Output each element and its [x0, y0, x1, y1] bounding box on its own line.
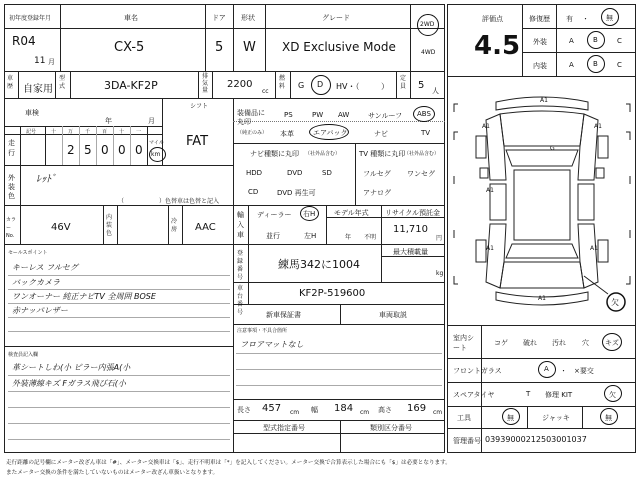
- equip-navi: ナビ: [374, 130, 388, 138]
- category-label: 車歴: [7, 75, 14, 90]
- equip-airbag: エアバック: [313, 129, 348, 137]
- damage-label-left-front: A1: [482, 123, 490, 130]
- tv-analog: アナログ: [363, 189, 391, 197]
- glass-label: フロントガラス: [453, 367, 502, 375]
- equip-pw: PW: [312, 111, 324, 119]
- repair-none: 無: [606, 14, 613, 22]
- damage-label-rear: A1: [538, 295, 546, 302]
- fuel-hv: HV・（: [336, 82, 360, 91]
- equip-sunroof: サンルーフ: [368, 112, 403, 120]
- category-value: 自家用: [23, 84, 53, 95]
- odo-label: 走行: [8, 139, 15, 157]
- interior-c: C: [617, 61, 622, 69]
- new-car-warranty: 新車保証書: [266, 311, 301, 319]
- length-unit: cm: [290, 409, 300, 416]
- interior-a: A: [569, 61, 574, 69]
- footer-note-1: 走行距離の記号欄にメーター改ざん車は「#」、メーター交換車は「$」、走行不明車は「*」を記入してください。メーター交換で合算表示した場合にも「$」は必要となります。: [6, 460, 451, 466]
- exterior-b: B: [593, 36, 598, 44]
- length-label: 長さ: [237, 406, 251, 414]
- first-reg-label: 初年度登録年月: [9, 15, 52, 22]
- equip-aw: AW: [338, 111, 350, 119]
- shape-label: 形状: [241, 14, 255, 22]
- navi-dvd: DVD: [287, 169, 303, 177]
- equipment-sublabel: （純正のみ）: [237, 130, 268, 136]
- displacement-label: 排気量: [202, 73, 209, 94]
- seat-stain: 汚れ: [552, 339, 566, 347]
- exterior-color-paren: （: [118, 198, 125, 205]
- interior-label: 内装: [533, 62, 547, 70]
- interior-color-label: 内装色: [106, 214, 113, 237]
- tv-sublabel: （社外品含む）: [404, 151, 440, 157]
- spare-t: T: [526, 390, 531, 398]
- seat-scratch: キズ: [605, 339, 619, 347]
- damage-label-windshield: G: [550, 145, 555, 152]
- odo-col-100k: 十: [51, 129, 57, 135]
- ac-value: AAC: [195, 222, 216, 233]
- import-label: 輸入車: [237, 211, 244, 239]
- category-number-label: 類別区分番号: [370, 424, 412, 432]
- month-unit: 月: [48, 58, 55, 66]
- repair-sep: ・: [582, 15, 589, 23]
- seat-hole: 穴: [582, 339, 589, 347]
- sales-point-2: バックカメラ: [12, 278, 60, 287]
- shift-value: FAT: [186, 134, 209, 149]
- spare-kit: 修理 KIT: [545, 391, 573, 399]
- tools-label: 工具: [457, 414, 471, 422]
- fuel-d: D: [317, 80, 324, 89]
- odo-col-1: 一: [136, 129, 142, 135]
- import-parallel: 並行: [266, 232, 280, 240]
- odo-unit-mile: マイル: [149, 140, 164, 146]
- import-right-hand: 右H: [303, 210, 316, 218]
- tools-value: 無: [507, 414, 514, 422]
- odo-digit-5: 0: [135, 143, 143, 157]
- type-designation-label: 型式指定番号: [263, 424, 305, 432]
- capacity-value: 5: [418, 80, 425, 91]
- width-unit: cm: [360, 409, 370, 416]
- model-year-unknown: 不明: [364, 234, 377, 241]
- jack-label: ジャッキ: [542, 414, 570, 422]
- equip-leather: 本革: [280, 130, 294, 138]
- equip-tv: TV: [421, 129, 431, 137]
- odo-col-record: 記号: [26, 129, 37, 135]
- inspection-year-unit: 年: [105, 117, 112, 125]
- management-value: 0393900021250300​1037: [485, 435, 587, 444]
- model-year-label: モデル年式: [334, 209, 369, 217]
- repair-yes: 有: [566, 15, 573, 23]
- glass-dash: ・: [560, 367, 567, 375]
- odo-digit-3: 0: [101, 143, 109, 157]
- navi-sd: SD: [322, 169, 332, 177]
- spare-missing: 欠: [609, 391, 616, 399]
- inspection-month-unit: 月: [148, 117, 155, 125]
- seat-tear: 破れ: [523, 339, 537, 347]
- shift-label: シフト: [190, 103, 209, 110]
- registration-label: 登録番号: [237, 250, 244, 281]
- drive-4wd: 4WD: [421, 49, 436, 56]
- model-year-unit: 年: [345, 234, 352, 241]
- displacement-unit: cc: [262, 88, 269, 95]
- exterior-a: A: [569, 37, 574, 45]
- odo-digit-1: 2: [67, 143, 75, 157]
- damage-label-right-front: A1: [594, 123, 602, 130]
- odo-col-1k: 千: [85, 129, 91, 135]
- length-value: 457: [262, 403, 282, 414]
- max-load-unit: kg: [436, 270, 444, 277]
- first-reg-month: 11: [34, 56, 46, 66]
- odo-digit-4: 0: [118, 143, 126, 157]
- doors-value: 5: [215, 40, 224, 55]
- damage-label-front: A1: [540, 97, 548, 104]
- inspector-note-2: 外装薄線キズ Fガラス飛び石(小: [12, 379, 126, 388]
- notes-value: フロアマットなし: [240, 340, 304, 349]
- chassis-label: 車台番号: [237, 285, 244, 316]
- sales-points-label: セールスポイント: [8, 250, 48, 256]
- fuel-g: G: [298, 81, 305, 90]
- tv-label: TV 種類に丸印: [359, 150, 406, 158]
- tv-oneseg: ワンセグ: [407, 170, 435, 178]
- exterior-color-label: 外装色: [8, 174, 15, 200]
- jack-value: 無: [605, 414, 612, 422]
- car-damage-diagram: [450, 80, 634, 324]
- spare-label: スペアタイヤ: [453, 391, 495, 399]
- color-no-value: 46V: [51, 222, 71, 233]
- odo-col-100: 百: [102, 129, 108, 135]
- width-value: 184: [334, 403, 354, 414]
- import-dealer: ディーラー: [257, 211, 292, 219]
- car-name: CX-5: [114, 40, 145, 55]
- equip-ps: PS: [284, 111, 293, 119]
- repair-label: 修復歴: [529, 15, 550, 23]
- odo-col-10: 十: [119, 129, 125, 135]
- equip-abs: ABS: [417, 110, 431, 118]
- sales-point-1: キーレス フルセグ: [12, 263, 78, 272]
- height-label: 高さ: [378, 406, 392, 414]
- first-reg-year: R04: [12, 34, 36, 48]
- navi-hdd: HDD: [246, 169, 263, 177]
- navi-label: ナビ種類に丸印: [250, 150, 299, 158]
- exterior-color-note: ）色替車は色替と記入: [159, 198, 220, 205]
- glass-a: A: [544, 365, 549, 373]
- notes-label: 注意事項・不具合箇所: [237, 328, 288, 334]
- vehicle-manual: 車両取説: [379, 311, 407, 319]
- odo-unit-km: km: [151, 151, 161, 158]
- drive-2wd: 2WD: [420, 21, 435, 28]
- height-value: 169: [407, 403, 427, 414]
- chassis-value: KF2P-519600: [299, 288, 366, 299]
- equipment-label: 装備品に丸印: [237, 109, 265, 126]
- exterior-color-value: ﾚｯﾄﾞ: [36, 174, 56, 185]
- navi-dvd-play: DVD 再生可: [277, 189, 316, 197]
- fuel-label: 燃料: [279, 75, 286, 90]
- exterior-label: 外装: [533, 38, 547, 46]
- navi-sublabel: （社外品含む）: [305, 151, 341, 157]
- inspection-label: 車検: [25, 109, 39, 117]
- damage-label-right-rear: A1: [590, 245, 598, 252]
- fuel-close: ）: [381, 82, 389, 91]
- inspector-note-1: 革シートしわ(小 ピラー内張A(小: [12, 363, 131, 372]
- grade-value: XD Exclusive Mode: [282, 40, 396, 54]
- score-value: 4.5: [474, 31, 521, 61]
- sales-point-4: 赤ナッパレザー: [12, 306, 68, 315]
- sales-point-3: ワンオーナー 純正ナビTV 全周囲 BOSE: [12, 292, 156, 301]
- management-label: 管理番号: [453, 437, 481, 445]
- navi-cd: CD: [248, 188, 259, 196]
- grade-label: グレード: [322, 14, 350, 22]
- recycle-label: リサイクル預託金: [385, 209, 441, 217]
- odo-digit-2: 5: [84, 143, 92, 157]
- shape-value: W: [243, 40, 256, 55]
- model-value: 3DA-KF2P: [104, 79, 158, 92]
- callout-label: 欠: [611, 298, 619, 307]
- tv-fullseg: フルセグ: [363, 170, 391, 178]
- recycle-value: 11,710: [393, 224, 428, 235]
- width-label: 幅: [311, 406, 318, 414]
- footer-note-2: またメーター交換の条件を満たしていないものはメーター改ざん車扱いとなります。: [6, 470, 219, 476]
- capacity-unit: 人: [432, 87, 439, 95]
- damage-label-left-rear: A1: [486, 245, 494, 252]
- registration-value: 練馬342に1004: [278, 258, 360, 271]
- capacity-label: 定員: [400, 75, 407, 90]
- height-unit: cm: [433, 409, 443, 416]
- max-load-label: 最大積載量: [393, 248, 428, 256]
- glass-swap: ×要交: [574, 367, 594, 375]
- ac-label: 冷房: [171, 218, 178, 233]
- import-left-hand: 左H: [304, 232, 317, 240]
- interior-b: B: [593, 60, 598, 68]
- doors-label: ドア: [212, 14, 226, 22]
- seat-burn: コゲ: [494, 339, 508, 347]
- exterior-c: C: [617, 37, 622, 45]
- seat-label: 室内シート: [453, 334, 474, 352]
- odo-col-10k: 万: [68, 129, 74, 135]
- color-no-label: カラーNo.: [6, 217, 17, 239]
- inspector-label: 検査員記入欄: [8, 352, 39, 358]
- score-label: 評価点: [482, 15, 503, 23]
- recycle-unit: 円: [436, 235, 443, 242]
- model-label: 型式: [59, 75, 66, 90]
- damage-label-left-mid: A1: [486, 187, 494, 194]
- displacement-value: 2200: [227, 79, 253, 90]
- car-name-label: 車名: [124, 14, 138, 22]
